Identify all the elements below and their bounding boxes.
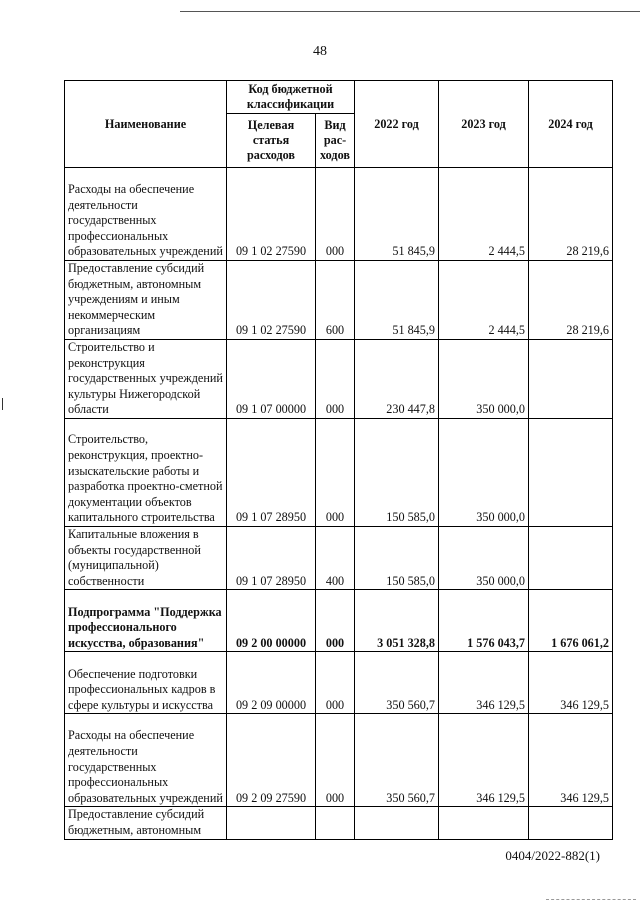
budget-table xyxy=(64,80,613,840)
row-type: 000 xyxy=(316,652,355,714)
row-code: 09 1 07 28950 xyxy=(227,526,316,589)
row-2024: 1 676 061,2 xyxy=(529,590,613,652)
row-2022: 150 585,0 xyxy=(355,418,439,526)
row-code: 09 2 09 00000 xyxy=(227,652,316,714)
row-type: 000 xyxy=(316,714,355,807)
row-2022: 150 585,0 xyxy=(355,526,439,589)
row-2024 xyxy=(529,339,613,418)
row-2024 xyxy=(529,418,613,526)
row-2023: 350 000,0 xyxy=(439,418,529,526)
row-name: Капитальные вложения в объекты государственной (муниципальной) собственности xyxy=(65,526,227,589)
table-row xyxy=(65,168,613,261)
table-row-subprogram xyxy=(65,590,613,652)
row-2022 xyxy=(355,807,439,839)
row-2022: 51 845,9 xyxy=(355,168,439,261)
table-row xyxy=(65,652,613,714)
row-2022: 51 845,9 xyxy=(355,261,439,340)
row-code: 09 1 07 00000 xyxy=(227,339,316,418)
row-2024: 346 129,5 xyxy=(529,714,613,807)
header-type: Вид рас-ходов xyxy=(316,114,355,168)
row-name: Расходы на обеспечение деятельности государственных профессиональных образовательных учреждений xyxy=(65,168,227,261)
row-2023 xyxy=(439,807,529,839)
table-row xyxy=(65,714,613,807)
row-name: Предоставление субсидий бюджетным, автономным учреждениям и иным некоммерческим организациям xyxy=(65,261,227,340)
table-row xyxy=(65,261,613,340)
row-name: Обеспечение подготовки профессиональных кадров в сфере культуры и искусства xyxy=(65,652,227,714)
row-2023: 346 129,5 xyxy=(439,652,529,714)
row-code: 09 2 09 27590 xyxy=(227,714,316,807)
row-2023: 350 000,0 xyxy=(439,526,529,589)
header-target: Целевая статья расходов xyxy=(227,114,316,168)
row-2022: 350 560,7 xyxy=(355,714,439,807)
row-code: 09 1 02 27590 xyxy=(227,261,316,340)
row-2024 xyxy=(529,526,613,589)
row-type: 000 xyxy=(316,339,355,418)
row-code: 09 1 07 28950 xyxy=(227,418,316,526)
table-row xyxy=(65,526,613,589)
table-row-continued xyxy=(65,807,613,839)
row-2022: 230 447,8 xyxy=(355,339,439,418)
document-code: 0404/2022-882(1) xyxy=(505,848,600,863)
row-2023: 2 444,5 xyxy=(439,168,529,261)
row-name: Предоставление субсидий бюджетным, автономным xyxy=(65,807,227,839)
row-2024: 28 219,6 xyxy=(529,261,613,340)
top-rule xyxy=(180,11,640,12)
row-name: Расходы на обеспечение деятельности государственных профессиональных образовательных учреждений xyxy=(65,714,227,807)
row-name: Строительство, реконструкция, проектно-изыскательские работы и разработка проектно-сметной документации объектов капитального строительства xyxy=(65,418,227,526)
row-2023: 346 129,5 xyxy=(439,714,529,807)
row-2022: 350 560,7 xyxy=(355,652,439,714)
row-type: 000 xyxy=(316,418,355,526)
header-2022: 2022 год xyxy=(355,81,439,168)
bottom-edge-mark xyxy=(546,899,636,902)
row-type xyxy=(316,807,355,839)
row-type: 000 xyxy=(316,590,355,652)
header-kbk: Код бюджетной классификации xyxy=(227,81,355,114)
row-code: 09 1 02 27590 xyxy=(227,168,316,261)
row-name: Подпрограмма "Поддержка профессионального искусства, образования" xyxy=(65,590,227,652)
row-2022: 3 051 328,8 xyxy=(355,590,439,652)
table-row xyxy=(65,418,613,526)
row-2023: 1 576 043,7 xyxy=(439,590,529,652)
row-2024 xyxy=(529,807,613,839)
header-name: Наименование xyxy=(65,81,227,168)
table-row xyxy=(65,339,613,418)
row-code xyxy=(227,807,316,839)
header-2023: 2023 год xyxy=(439,81,529,168)
row-2023: 350 000,0 xyxy=(439,339,529,418)
row-type: 600 xyxy=(316,261,355,340)
row-type: 000 xyxy=(316,168,355,261)
page-number: 48 xyxy=(313,44,327,59)
row-type: 400 xyxy=(316,526,355,589)
margin-mark xyxy=(2,398,3,410)
header-2024: 2024 год xyxy=(529,81,613,168)
row-2024: 346 129,5 xyxy=(529,652,613,714)
row-code: 09 2 00 00000 xyxy=(227,590,316,652)
header-row-top xyxy=(65,81,613,114)
row-name: Строительство и реконструкция государственных учреждений культуры Нижегородской области xyxy=(65,339,227,418)
row-2024: 28 219,6 xyxy=(529,168,613,261)
row-2023: 2 444,5 xyxy=(439,261,529,340)
